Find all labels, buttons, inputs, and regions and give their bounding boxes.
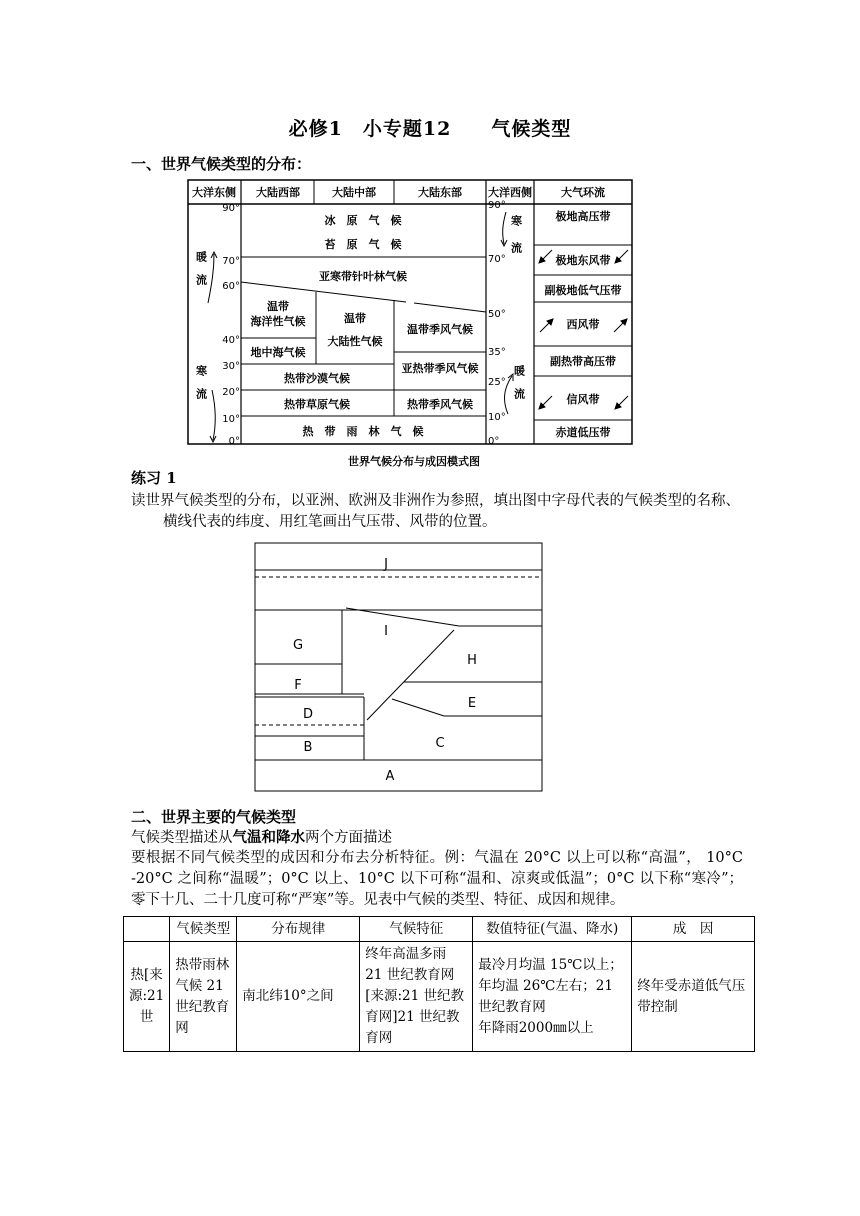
climate-maritime-2: 海洋性气候 — [250, 315, 306, 328]
circ-subtropical-high: 副热带高压带 — [550, 355, 616, 368]
label-A: A — [385, 769, 395, 784]
warm-current-arrow-icon — [208, 254, 214, 303]
header-circulation: 大气环流 — [561, 186, 605, 199]
circ-subpolar-low: 副极地低气压带 — [544, 284, 622, 297]
cell-type: 热带雨林气候 21 世纪教育网 — [170, 942, 237, 1052]
current-warm-left: 暖流 — [194, 251, 208, 297]
cell-values — [473, 942, 632, 1052]
exercise-text — [131, 491, 743, 533]
label-D: D — [302, 707, 314, 722]
exercise-figure — [254, 542, 544, 794]
value-coldest-month: 最冷月均温 15℃以上； — [478, 956, 623, 973]
cell-distribution: 南北纬10°之间 — [237, 942, 360, 1052]
cold-current-arrow-right-icon — [503, 212, 506, 244]
line1-post: 两个方面描述 — [305, 830, 392, 846]
climate-rainforest: 热 带 雨 林 气 候 — [302, 425, 424, 438]
lat-left-30: 30° — [222, 361, 240, 372]
lat-left-90: 90° — [222, 203, 240, 214]
value-precipitation: 年降雨2000㎜以上 — [478, 1019, 594, 1036]
exercise-text-body: 读世界气候类型的分布，以亚洲、欧洲及非洲作为参照，填出图中字母代表的气候类型的名称、横线代表的纬度、用红笔画出气压带、风带的位置。 — [131, 493, 740, 530]
value-annual-mean: 年均温 26℃左右；21 世纪教育网 — [478, 977, 613, 1015]
climate-table — [123, 916, 755, 1052]
label-I: I — [384, 624, 388, 639]
label-F: F — [294, 678, 302, 693]
lat-left-0: 0° — [228, 436, 240, 447]
cell-cause: 终年受赤道低气压带控制 — [632, 942, 755, 1052]
header-blank — [124, 917, 170, 942]
cell-features: 终年高温多雨 21 世纪教育网 [来源:21 世纪教育网]21 世纪教育网 — [360, 942, 473, 1052]
lat-left-70: 70° — [222, 256, 240, 267]
figure1-caption: 世界气候分布与成因模式图 — [348, 455, 480, 468]
circ-trade-winds: 信风带 — [566, 393, 600, 406]
circ-polar-easterlies: 极地东风带 — [555, 254, 611, 267]
label-B: B — [303, 740, 313, 755]
climate-temperate-monsoon: 温带季风气候 — [407, 323, 473, 336]
lat-right-10: 10° — [488, 412, 506, 423]
current-cold-left: 寒流 — [194, 365, 208, 411]
line1-pre: 气候类型描述从 — [131, 830, 233, 846]
climate-tundra: 苔 原 气 候 — [324, 238, 402, 251]
climate-tropical-monsoon: 热带季风气候 — [407, 398, 473, 411]
header-continent-east: 大陆东部 — [418, 186, 462, 199]
climate-mediterranean: 地中海气候 — [250, 346, 306, 359]
header-ocean-east: 大洋东侧 — [192, 186, 236, 199]
line1-bold: 气温和降水 — [232, 829, 305, 846]
climate-maritime-1: 温带 — [267, 300, 289, 313]
climate-desert: 热带沙漠气候 — [284, 372, 350, 385]
climate-continental-2: 大陆性气候 — [327, 335, 383, 348]
lat-left-60: 60° — [222, 281, 240, 292]
label-H: H — [467, 653, 477, 668]
header-type: 气候类型 — [170, 917, 237, 942]
lat-right-0: 0° — [488, 436, 500, 447]
circ-polar-high: 极地高压带 — [555, 210, 611, 223]
climate-distribution-figure — [186, 178, 636, 468]
label-E: E — [467, 696, 477, 711]
lat-right-50: 50° — [488, 309, 506, 320]
header-cause: 成 因 — [632, 917, 755, 942]
lat-right-70: 70° — [488, 254, 506, 265]
label-C: C — [435, 736, 445, 751]
section1-heading: 一、世界气候类型的分布： — [131, 155, 312, 173]
current-cold-right: 寒流 — [509, 215, 523, 269]
header-ocean-west: 大洋西侧 — [488, 186, 532, 199]
header-features: 气候特征 — [360, 917, 473, 942]
page-title: 必修1 小专题12 气候类型 — [288, 118, 572, 140]
section2-paragraph: 要根据不同气候类型的成因和分布去分析特征。例：气温在 20°C 以上可以称“高温”， 10°C -20°C 之间称“温暖”；0°C 以上、10°C 以下可称“温和、凉爽或低温”；0°C 以下称“寒冷”；零下十几、二十几度可称“严寒”等。见表中气候的类型、特征、成因和规律。 — [131, 850, 743, 908]
header-continent-middle: 大陆中部 — [332, 186, 376, 199]
lat-left-20: 20° — [222, 387, 240, 398]
exercise-heading: 练习 1 — [131, 469, 177, 487]
climate-ice: 冰 原 气 候 — [324, 214, 402, 227]
cold-current-arrow-icon — [212, 390, 215, 440]
climate-subtropical-monsoon: 亚热带季风气候 — [401, 362, 479, 375]
section2-line1 — [131, 827, 392, 849]
circ-equatorial-low: 赤道低压带 — [555, 426, 611, 439]
lat-right-25: 25° — [488, 377, 506, 388]
header-values: 数值特征(气温、降水) — [473, 917, 632, 942]
label-G: G — [292, 638, 304, 653]
lat-left-10: 10° — [222, 414, 240, 425]
section2-heading: 二、世界主要的气候类型 — [131, 808, 297, 826]
lat-left-40: 40° — [222, 335, 240, 346]
climate-savanna: 热带草原气候 — [284, 398, 350, 411]
header-distribution: 分布规律 — [237, 917, 360, 942]
circ-westerlies: 西风带 — [566, 318, 600, 331]
lat-right-90: 90° — [488, 200, 506, 211]
table-header-row — [124, 917, 755, 942]
header-continent-west: 大陆西部 — [256, 186, 300, 199]
table-row — [124, 942, 755, 1052]
lat-right-35: 35° — [488, 347, 506, 358]
climate-subarctic: 亚寒带针叶林气候 — [319, 270, 407, 283]
label-J: J — [384, 557, 388, 572]
cell-group: 热[来源:21世 — [124, 942, 170, 1052]
climate-continental-1: 温带 — [344, 312, 366, 325]
current-warm-right: 暖流 — [512, 365, 526, 411]
